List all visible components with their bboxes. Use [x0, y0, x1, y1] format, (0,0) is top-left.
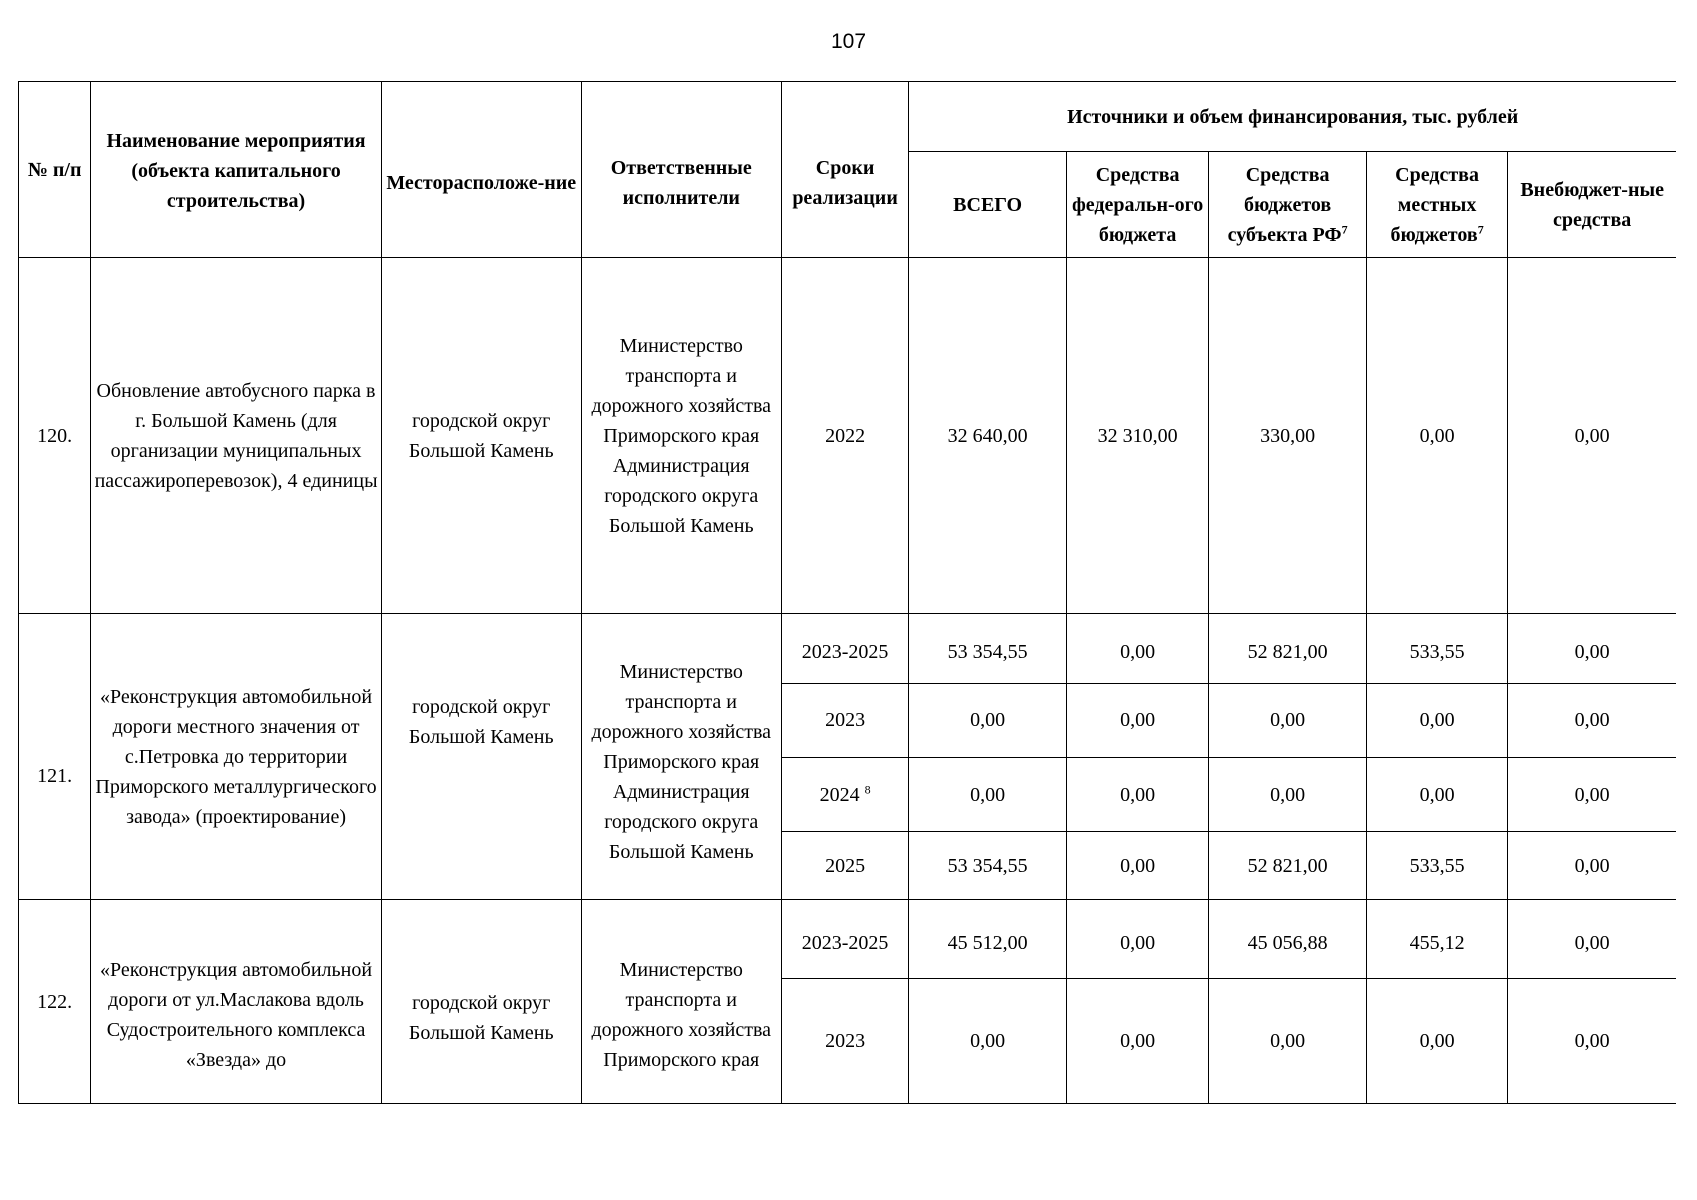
- row-extra: 0,00: [1508, 900, 1676, 978]
- row-federal: 0,00: [1066, 900, 1209, 978]
- row-location: городской округ Большой Камень: [381, 614, 581, 900]
- row-name: Обновление автобусного парка в г. Большой Камень (для организации муниципальных пассажироперевозок), 4 единицы: [91, 258, 381, 614]
- row-year: 2025: [781, 832, 909, 900]
- row-total: 0,00: [909, 683, 1066, 757]
- col-header-federal: Средства федеральн-ого бюджета: [1066, 152, 1209, 258]
- col-header-local: Средства местных бюджетов$^7$: [1366, 152, 1507, 258]
- row-federal: 32 310,00: [1066, 258, 1209, 614]
- row-subject: 330,00: [1209, 258, 1366, 614]
- row-name: «Реконструкция автомобильной дороги местного значения от с.Петровка до территории Приморского металлургического завода» (проектирование): [91, 614, 381, 900]
- row-subject: 52 821,00: [1209, 832, 1366, 900]
- row-total: 53 354,55: [909, 832, 1066, 900]
- row-subject: 0,00: [1209, 683, 1366, 757]
- row-federal: 0,00: [1066, 683, 1209, 757]
- row-extra: 0,00: [1508, 757, 1676, 831]
- row-num: 120.: [19, 258, 91, 614]
- col-header-total: ВСЕГО: [909, 152, 1066, 258]
- row-year: 2023-2025: [781, 614, 909, 683]
- row-federal: 0,00: [1066, 757, 1209, 831]
- col-header-subject: Средства бюджетов субъекта $РФ^7$: [1209, 152, 1366, 258]
- row-executors: Министерство транспорта и дорожного хозяйства Приморского края Администрация городского округа Большой Камень: [581, 614, 781, 900]
- row-name: «Реконструкция автомобильной дороги от ул.Маслакова вдоль Судостроительного комплекса «Звезда» до: [91, 900, 381, 1104]
- row-executors: Министерство транспорта и дорожного хозяйства Приморского края: [581, 900, 781, 1104]
- row-year: 2023: [781, 978, 909, 1103]
- row-local: 0,00: [1366, 757, 1507, 831]
- row-federal: 0,00: [1066, 614, 1209, 683]
- row-total: 0,00: [909, 757, 1066, 831]
- row-subject: 52 821,00: [1209, 614, 1366, 683]
- row-num: 122.: [19, 900, 91, 1104]
- row-total: 32 640,00: [909, 258, 1066, 614]
- row-total: 45 512,00: [909, 900, 1066, 978]
- row-location: городской округ Большой Камень: [381, 258, 581, 614]
- col-header-executors: Ответственные исполнители: [581, 82, 781, 258]
- row-local: 0,00: [1366, 258, 1507, 614]
- row-subject: 0,00: [1209, 757, 1366, 831]
- row-executors: Министерство транспорта и дорожного хозяйства Приморского края Администрация городского округа Большой Камень: [581, 258, 781, 614]
- page-number: 107: [830, 30, 867, 53]
- financing-table: [18, 81, 1676, 1104]
- col-header-terms: Сроки реализации: [781, 82, 909, 258]
- row-extra: 0,00: [1508, 683, 1676, 757]
- col-header-extrabudget: Внебюджет-ные средства: [1508, 152, 1676, 258]
- row-year: 2024 $^8$: [781, 757, 909, 831]
- row-local: 533,55: [1366, 614, 1507, 683]
- row-extra: 0,00: [1508, 978, 1676, 1103]
- row-local: 0,00: [1366, 978, 1507, 1103]
- row-total: 53 354,55: [909, 614, 1066, 683]
- row-total: 0,00: [909, 978, 1066, 1103]
- row-extra: 0,00: [1508, 832, 1676, 900]
- row-local: 0,00: [1366, 683, 1507, 757]
- col-header-financing-group: Источники и объем финансирования, тыс. рублей: [909, 82, 1676, 152]
- row-subject: 45 056,88: [1209, 900, 1366, 978]
- row-num: 121.: [19, 614, 91, 900]
- row-federal: 0,00: [1066, 978, 1209, 1103]
- row-location: городской округ Большой Камень: [381, 900, 581, 1104]
- row-year: 2022: [781, 258, 909, 614]
- table-row-120: [19, 258, 1677, 614]
- table-row-122-total: [19, 900, 1677, 978]
- row-year: 2023-2025: [781, 900, 909, 978]
- row-local: 533,55: [1366, 832, 1507, 900]
- col-header-location: Месторасположе-ние: [381, 82, 581, 258]
- row-year: 2023: [781, 683, 909, 757]
- header-row-1: [19, 82, 1677, 152]
- col-header-num: № п/п: [19, 82, 91, 258]
- table-row-121-total: [19, 614, 1677, 683]
- row-extra: 0,00: [1508, 614, 1676, 683]
- row-federal: 0,00: [1066, 832, 1209, 900]
- row-extra: 0,00: [1508, 258, 1676, 614]
- col-header-name: Наименование мероприятия (объекта капитального строительства): [91, 82, 381, 258]
- row-subject: 0,00: [1209, 978, 1366, 1103]
- row-local: 455,12: [1366, 900, 1507, 978]
